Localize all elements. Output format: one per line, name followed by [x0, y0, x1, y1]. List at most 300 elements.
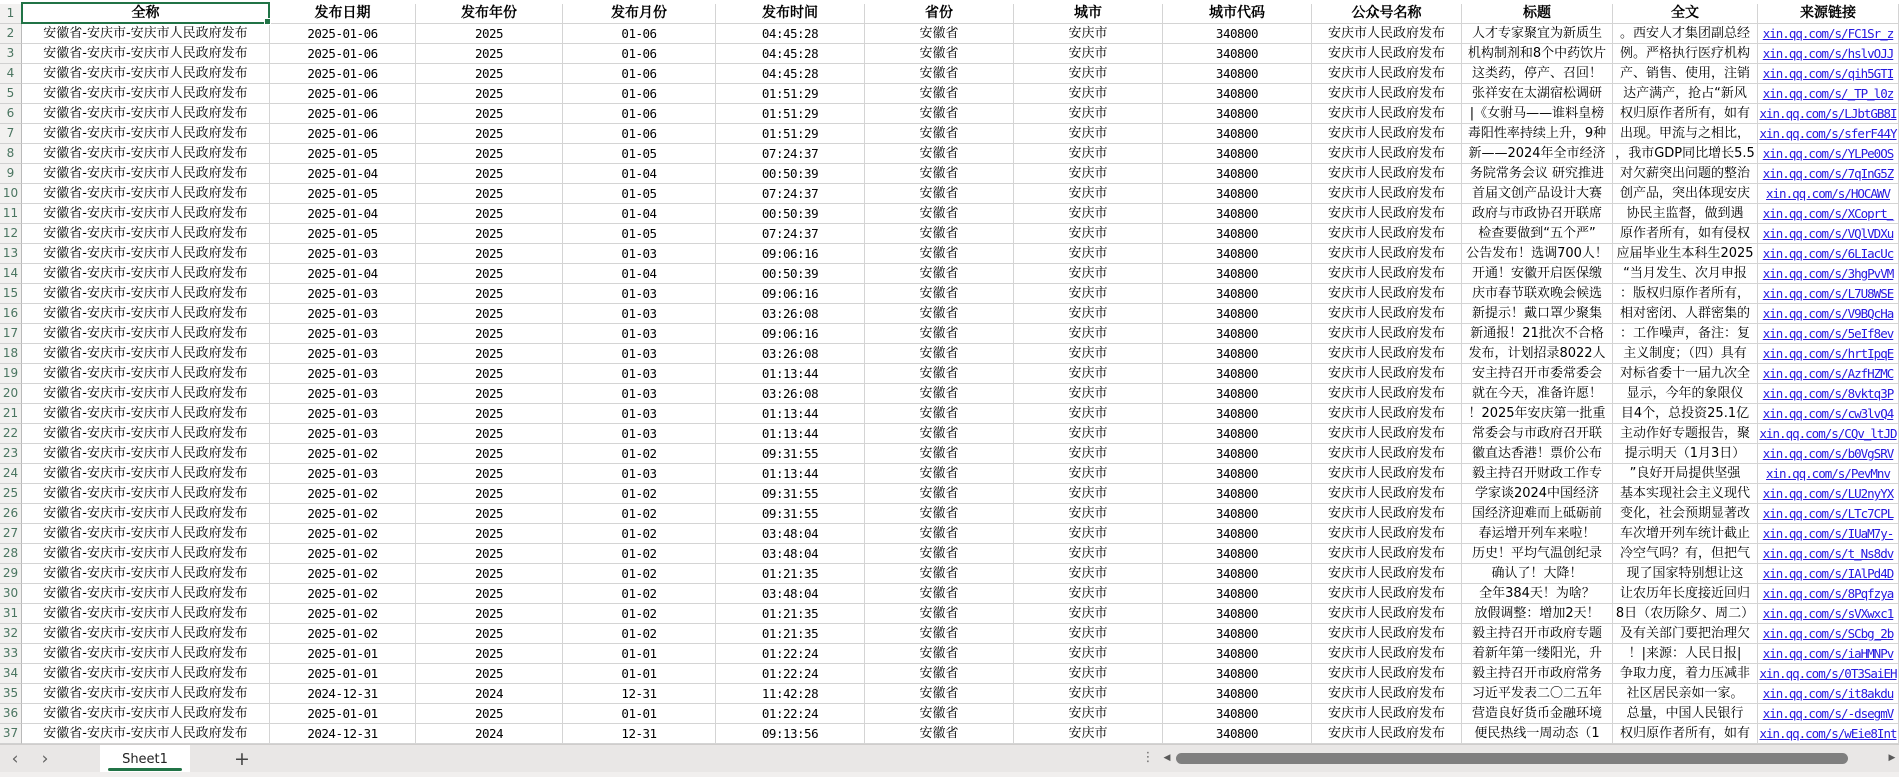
- row-number[interactable]: 25: [0, 484, 22, 504]
- grid-cell[interactable]: 安庆市: [1014, 104, 1163, 124]
- grid-cell[interactable]: 安徽省: [865, 524, 1014, 544]
- grid-cell[interactable]: 01-02: [563, 524, 716, 544]
- grid-cell[interactable]: 01-02: [563, 604, 716, 624]
- grid-cell[interactable]: 安庆市人民政府发布: [1312, 84, 1462, 104]
- grid-cell[interactable]: 2025-01-05: [270, 144, 416, 164]
- grid-cell[interactable]: 340800: [1163, 544, 1312, 564]
- grid-cell[interactable]: 放假调整：增加2天！: [1462, 604, 1613, 624]
- grid-cell[interactable]: 340800: [1163, 184, 1312, 204]
- grid-cell[interactable]: 产、销售、使用，注销: [1613, 64, 1758, 84]
- grid-cell[interactable]: 2025: [416, 484, 563, 504]
- grid-cell[interactable]: 安庆市人民政府发布: [1312, 104, 1462, 124]
- grid-cell[interactable]: 协民主监督，做到遇: [1613, 204, 1758, 224]
- source-link-cell[interactable]: xin.qq.com/s/hrtIpqE: [1758, 344, 1899, 364]
- grid-cell[interactable]: 01:13:44: [716, 464, 865, 484]
- grid-cell[interactable]: 2025: [416, 204, 563, 224]
- row-number[interactable]: 3: [0, 44, 22, 64]
- row-number[interactable]: 34: [0, 664, 22, 684]
- scroll-right-icon[interactable]: ▶: [1888, 753, 1896, 763]
- grid-cell[interactable]: 340800: [1163, 144, 1312, 164]
- grid-cell[interactable]: 毅主持召开市政府专题: [1462, 624, 1613, 644]
- grid-cell[interactable]: 01:21:35: [716, 624, 865, 644]
- grid-cell[interactable]: 2025: [416, 404, 563, 424]
- grid-cell[interactable]: 目4个，总投资25.1亿: [1613, 404, 1758, 424]
- grid-cell[interactable]: 安庆市: [1014, 504, 1163, 524]
- grid-cell[interactable]: 主动作好专题报告，聚: [1613, 424, 1758, 444]
- grid-cell[interactable]: 安徽省-安庆市-安庆市人民政府发布: [22, 164, 270, 184]
- grid-cell[interactable]: 00:50:39: [716, 164, 865, 184]
- grid-cell[interactable]: ，我市GDP同比增长5.5: [1613, 144, 1758, 164]
- source-link-cell[interactable]: xin.qq.com/s/AzfHZMC: [1758, 364, 1899, 384]
- grid-cell[interactable]: 便民热线一周动态（1: [1462, 724, 1613, 744]
- grid-cell[interactable]: 安徽省-安庆市-安庆市人民政府发布: [22, 724, 270, 744]
- grid-cell[interactable]: 00:50:39: [716, 264, 865, 284]
- grid-cell[interactable]: 安徽省-安庆市-安庆市人民政府发布: [22, 324, 270, 344]
- grid-cell[interactable]: 安徽省: [865, 364, 1014, 384]
- header-cell[interactable]: 发布年份: [416, 4, 563, 24]
- grid-cell[interactable]: 2025-01-06: [270, 84, 416, 104]
- source-link-cell[interactable]: xin.qq.com/s/5eIf8ev: [1758, 324, 1899, 344]
- grid-cell[interactable]: 340800: [1163, 324, 1312, 344]
- grid-cell[interactable]: 2025: [416, 364, 563, 384]
- grid-cell[interactable]: 。西安人才集团副总经: [1613, 24, 1758, 44]
- grid-cell[interactable]: 安徽省: [865, 584, 1014, 604]
- grid-cell[interactable]: 01-03: [563, 404, 716, 424]
- grid-cell[interactable]: 安徽省-安庆市-安庆市人民政府发布: [22, 504, 270, 524]
- grid-cell[interactable]: 2025-01-02: [270, 584, 416, 604]
- grid-cell[interactable]: 安庆市人民政府发布: [1312, 24, 1462, 44]
- grid-cell[interactable]: 安徽省-安庆市-安庆市人民政府发布: [22, 284, 270, 304]
- grid-cell[interactable]: 权归原作者所有，如有: [1613, 104, 1758, 124]
- grid-cell[interactable]: 安徽省: [865, 704, 1014, 724]
- grid-cell[interactable]: ！2025年安庆第一批重: [1462, 404, 1613, 424]
- grid-cell[interactable]: 01-06: [563, 124, 716, 144]
- grid-cell[interactable]: 营造良好货币金融环境: [1462, 704, 1613, 724]
- source-link-cell[interactable]: xin.qq.com/s/wEie8Int: [1758, 724, 1899, 744]
- grid-cell[interactable]: 安徽省: [865, 724, 1014, 744]
- grid-cell[interactable]: 新通报！21批次不合格: [1462, 324, 1613, 344]
- grid-cell[interactable]: 安庆市人民政府发布: [1312, 324, 1462, 344]
- grid-cell[interactable]: 安庆市人民政府发布: [1312, 544, 1462, 564]
- grid-cell[interactable]: 340800: [1163, 564, 1312, 584]
- grid-cell[interactable]: 2025: [416, 184, 563, 204]
- grid-cell[interactable]: 2025: [416, 664, 563, 684]
- source-link-cell[interactable]: xin.qq.com/s/qih5GTI: [1758, 64, 1899, 84]
- header-cell[interactable]: 全称: [22, 4, 270, 24]
- grid-cell[interactable]: 01-05: [563, 184, 716, 204]
- grid-cell[interactable]: 09:31:55: [716, 484, 865, 504]
- grid-cell[interactable]: 340800: [1163, 164, 1312, 184]
- grid-cell[interactable]: 340800: [1163, 124, 1312, 144]
- grid-cell[interactable]: 2025-01-02: [270, 524, 416, 544]
- header-cell[interactable]: 公众号名称: [1312, 4, 1462, 24]
- grid-cell[interactable]: 安徽省-安庆市-安庆市人民政府发布: [22, 524, 270, 544]
- grid-cell[interactable]: 01-04: [563, 264, 716, 284]
- grid-cell[interactable]: 2025-01-02: [270, 604, 416, 624]
- grid-cell[interactable]: 01:13:44: [716, 404, 865, 424]
- grid-cell[interactable]: 安庆市人民政府发布: [1312, 384, 1462, 404]
- grid-cell[interactable]: 原作者所有，如有侵权: [1613, 224, 1758, 244]
- grid-cell[interactable]: 政府与市政协召开联席: [1462, 204, 1613, 224]
- grid-cell[interactable]: 车次增开列车统计截止: [1613, 524, 1758, 544]
- grid-cell[interactable]: 安庆市: [1014, 304, 1163, 324]
- grid-cell[interactable]: 01-02: [563, 584, 716, 604]
- grid-cell[interactable]: 2024: [416, 684, 563, 704]
- grid-cell[interactable]: 习近平发表二〇二五年: [1462, 684, 1613, 704]
- grid-cell[interactable]: “当月发生、次月申报: [1613, 264, 1758, 284]
- header-cell[interactable]: 发布日期: [270, 4, 416, 24]
- grid-cell[interactable]: 安徽省: [865, 444, 1014, 464]
- source-link-cell[interactable]: xin.qq.com/s/CQv_ltJD: [1758, 424, 1899, 444]
- grid-cell[interactable]: 安徽省-安庆市-安庆市人民政府发布: [22, 264, 270, 284]
- grid-cell[interactable]: 2025-01-03: [270, 304, 416, 324]
- grid-cell[interactable]: 2025-01-06: [270, 44, 416, 64]
- grid-cell[interactable]: 安庆市人民政府发布: [1312, 624, 1462, 644]
- grid-cell[interactable]: 安庆市人民政府发布: [1312, 204, 1462, 224]
- grid-cell[interactable]: ：版权归原作者所有，: [1613, 284, 1758, 304]
- grid-cell[interactable]: 安庆市人民政府发布: [1312, 224, 1462, 244]
- grid-cell[interactable]: 毅主持召开市政府常务: [1462, 664, 1613, 684]
- grid-cell[interactable]: 安庆市: [1014, 84, 1163, 104]
- grid-cell[interactable]: 2025-01-01: [270, 704, 416, 724]
- row-number[interactable]: 8: [0, 144, 22, 164]
- add-sheet-button[interactable]: +: [234, 748, 250, 770]
- grid-cell[interactable]: 01-01: [563, 704, 716, 724]
- grid-cell[interactable]: 2025: [416, 284, 563, 304]
- grid-cell[interactable]: 340800: [1163, 484, 1312, 504]
- grid-cell[interactable]: 2025-01-03: [270, 344, 416, 364]
- grid-cell[interactable]: 应届毕业生本科生2025: [1613, 244, 1758, 264]
- grid-cell[interactable]: 2025: [416, 504, 563, 524]
- grid-cell[interactable]: 安徽省: [865, 224, 1014, 244]
- source-link-cell[interactable]: xin.qq.com/s/8vktq3P: [1758, 384, 1899, 404]
- grid-cell[interactable]: 例。严格执行医疗机构: [1613, 44, 1758, 64]
- grid-cell[interactable]: 2025-01-01: [270, 644, 416, 664]
- grid-cell[interactable]: 01-05: [563, 144, 716, 164]
- source-link-cell[interactable]: xin.qq.com/s/hslvOJJ: [1758, 44, 1899, 64]
- grid-cell[interactable]: 2025-01-02: [270, 624, 416, 644]
- row-number[interactable]: 9: [0, 164, 22, 184]
- grid-cell[interactable]: 安庆市: [1014, 264, 1163, 284]
- source-link-cell[interactable]: xin.qq.com/s/FC1Sr_z: [1758, 24, 1899, 44]
- row-number[interactable]: 15: [0, 284, 22, 304]
- row-number[interactable]: 19: [0, 364, 22, 384]
- grid-cell[interactable]: 01-03: [563, 344, 716, 364]
- grid-cell[interactable]: 09:31:55: [716, 504, 865, 524]
- grid-cell[interactable]: 安徽省: [865, 624, 1014, 644]
- grid-cell[interactable]: 340800: [1163, 444, 1312, 464]
- grid-cell[interactable]: ”良好开局提供坚强: [1613, 464, 1758, 484]
- grid-cell[interactable]: 让农历年长度接近回归: [1613, 584, 1758, 604]
- source-link-cell[interactable]: xin.qq.com/s/3hgPvVM: [1758, 264, 1899, 284]
- grid-cell[interactable]: 安徽省: [865, 64, 1014, 84]
- grid-cell[interactable]: 机构制剂和8个中药饮片: [1462, 44, 1613, 64]
- grid-cell[interactable]: 2025: [416, 104, 563, 124]
- grid-cell[interactable]: 09:31:55: [716, 444, 865, 464]
- grid-cell[interactable]: 01-02: [563, 564, 716, 584]
- grid-cell[interactable]: 安徽省-安庆市-安庆市人民政府发布: [22, 364, 270, 384]
- source-link-cell[interactable]: xin.qq.com/s/iaHMNPv: [1758, 644, 1899, 664]
- grid-cell[interactable]: 达产满产，抢占“新风: [1613, 84, 1758, 104]
- row-number[interactable]: 18: [0, 344, 22, 364]
- grid-cell[interactable]: 安徽省-安庆市-安庆市人民政府发布: [22, 544, 270, 564]
- grid-cell[interactable]: 2025: [416, 624, 563, 644]
- grid-cell[interactable]: 340800: [1163, 84, 1312, 104]
- grid-cell[interactable]: 03:26:08: [716, 384, 865, 404]
- row-number[interactable]: 31: [0, 604, 22, 624]
- row-number[interactable]: 6: [0, 104, 22, 124]
- grid-cell[interactable]: 340800: [1163, 204, 1312, 224]
- grid-cell[interactable]: 安庆市人民政府发布: [1312, 644, 1462, 664]
- source-link-cell[interactable]: xin.qq.com/s/_TP_l0z: [1758, 84, 1899, 104]
- grid-cell[interactable]: 安庆市人民政府发布: [1312, 364, 1462, 384]
- grid-cell[interactable]: 安徽省: [865, 684, 1014, 704]
- grid-cell[interactable]: 2025-01-06: [270, 104, 416, 124]
- grid-cell[interactable]: 03:48:04: [716, 584, 865, 604]
- source-link-cell[interactable]: xin.qq.com/s/sferF44Y: [1758, 124, 1899, 144]
- row-number[interactable]: 20: [0, 384, 22, 404]
- grid-cell[interactable]: 2025-01-06: [270, 24, 416, 44]
- source-link-cell[interactable]: xin.qq.com/s/L7U8WSE: [1758, 284, 1899, 304]
- grid-cell[interactable]: 2025-01-02: [270, 564, 416, 584]
- grid-cell[interactable]: 03:26:08: [716, 344, 865, 364]
- row-number[interactable]: 30: [0, 584, 22, 604]
- grid-cell[interactable]: 着新年第一缕阳光，升: [1462, 644, 1613, 664]
- grid-cell[interactable]: 安庆市: [1014, 404, 1163, 424]
- row-number[interactable]: 23: [0, 444, 22, 464]
- grid-cell[interactable]: 340800: [1163, 364, 1312, 384]
- grid-cell[interactable]: 340800: [1163, 464, 1312, 484]
- row-number[interactable]: 2: [0, 24, 22, 44]
- grid-cell[interactable]: 安徽省-安庆市-安庆市人民政府发布: [22, 624, 270, 644]
- grid-cell[interactable]: 340800: [1163, 344, 1312, 364]
- grid-cell[interactable]: 2025-01-04: [270, 164, 416, 184]
- source-link-cell[interactable]: xin.qq.com/s/VQlVDXu: [1758, 224, 1899, 244]
- grid-cell[interactable]: 安庆市: [1014, 464, 1163, 484]
- grid-cell[interactable]: 340800: [1163, 584, 1312, 604]
- grid-cell[interactable]: 安徽省: [865, 344, 1014, 364]
- grid-cell[interactable]: 安庆市: [1014, 564, 1163, 584]
- grid-cell[interactable]: 01:13:44: [716, 364, 865, 384]
- grid-cell[interactable]: 安徽省-安庆市-安庆市人民政府发布: [22, 144, 270, 164]
- header-cell[interactable]: 发布时间: [716, 4, 865, 24]
- source-link-cell[interactable]: xin.qq.com/s/6LIacUc: [1758, 244, 1899, 264]
- grid-cell[interactable]: 安庆市: [1014, 524, 1163, 544]
- grid-cell[interactable]: 安徽省: [865, 504, 1014, 524]
- grid-cell[interactable]: 安庆市: [1014, 484, 1163, 504]
- grid-cell[interactable]: 340800: [1163, 384, 1312, 404]
- grid-cell[interactable]: 2024: [416, 724, 563, 744]
- grid-cell[interactable]: 安庆市: [1014, 164, 1163, 184]
- scrollbar-track[interactable]: [1174, 753, 1885, 764]
- grid-cell[interactable]: 安徽省-安庆市-安庆市人民政府发布: [22, 684, 270, 704]
- grid-cell[interactable]: 安庆市人民政府发布: [1312, 304, 1462, 324]
- header-cell[interactable]: 城市代码: [1163, 4, 1312, 24]
- grid-cell[interactable]: 安徽省-安庆市-安庆市人民政府发布: [22, 344, 270, 364]
- grid-cell[interactable]: 安徽省-安庆市-安庆市人民政府发布: [22, 24, 270, 44]
- grid-cell[interactable]: 2025-01-03: [270, 424, 416, 444]
- grid-cell[interactable]: 安庆市人民政府发布: [1312, 444, 1462, 464]
- grid-cell[interactable]: 2025: [416, 544, 563, 564]
- grid-cell[interactable]: 安庆市: [1014, 124, 1163, 144]
- grid-cell[interactable]: 安徽省: [865, 204, 1014, 224]
- grid-cell[interactable]: 01-02: [563, 504, 716, 524]
- grid-cell[interactable]: 安徽省: [865, 24, 1014, 44]
- grid-cell[interactable]: 安庆市: [1014, 704, 1163, 724]
- row-number[interactable]: 10: [0, 184, 22, 204]
- grid-cell[interactable]: 人才专家聚宜为新质生: [1462, 24, 1613, 44]
- grid-cell[interactable]: 安徽省-安庆市-安庆市人民政府发布: [22, 664, 270, 684]
- scrollbar-more-icon[interactable]: ⋮: [1141, 750, 1155, 765]
- grid-cell[interactable]: 安徽省-安庆市-安庆市人民政府发布: [22, 104, 270, 124]
- grid-cell[interactable]: 这类药，停产、召回！: [1462, 64, 1613, 84]
- grid-cell[interactable]: 安庆市: [1014, 224, 1163, 244]
- grid-cell[interactable]: 安徽省: [865, 284, 1014, 304]
- grid-cell[interactable]: 01:22:24: [716, 704, 865, 724]
- grid-cell[interactable]: 安徽省-安庆市-安庆市人民政府发布: [22, 184, 270, 204]
- grid-cell[interactable]: 04:45:28: [716, 44, 865, 64]
- source-link-cell[interactable]: xin.qq.com/s/LU2nyYX: [1758, 484, 1899, 504]
- grid-cell[interactable]: 安庆市: [1014, 324, 1163, 344]
- grid-cell[interactable]: 徽直达香港！票价公布: [1462, 444, 1613, 464]
- grid-cell[interactable]: 01-02: [563, 624, 716, 644]
- grid-cell[interactable]: 01:22:24: [716, 664, 865, 684]
- grid-cell[interactable]: 09:06:16: [716, 284, 865, 304]
- grid-cell[interactable]: 2025: [416, 84, 563, 104]
- grid-cell[interactable]: 对欠薪突出问题的整治: [1613, 164, 1758, 184]
- grid-cell[interactable]: 安庆市: [1014, 684, 1163, 704]
- grid-cell[interactable]: 安庆市人民政府发布: [1312, 284, 1462, 304]
- grid-cell[interactable]: ！|来源：人民日报|: [1613, 644, 1758, 664]
- grid-cell[interactable]: 相对密闭、人群密集的: [1613, 304, 1758, 324]
- grid-cell[interactable]: 04:45:28: [716, 64, 865, 84]
- grid-cell[interactable]: 安徽省-安庆市-安庆市人民政府发布: [22, 84, 270, 104]
- grid-cell[interactable]: 安徽省: [865, 424, 1014, 444]
- grid-cell[interactable]: 安庆市: [1014, 444, 1163, 464]
- grid-cell[interactable]: 就在今天，准备许愿！: [1462, 384, 1613, 404]
- grid-cell[interactable]: 冷空气吗？有，但把气: [1613, 544, 1758, 564]
- grid-cell[interactable]: 安庆市人民政府发布: [1312, 704, 1462, 724]
- grid-cell[interactable]: 开通！安徽开启医保缴: [1462, 264, 1613, 284]
- grid-cell[interactable]: 07:24:37: [716, 184, 865, 204]
- row-number[interactable]: 12: [0, 224, 22, 244]
- grid-cell[interactable]: 2025: [416, 344, 563, 364]
- grid-cell[interactable]: 变化，社会预期显著改: [1613, 504, 1758, 524]
- grid-cell[interactable]: 2025: [416, 584, 563, 604]
- grid-cell[interactable]: 2025: [416, 564, 563, 584]
- grid-cell[interactable]: 01-03: [563, 424, 716, 444]
- source-link-cell[interactable]: xin.qq.com/s/LJbtGB8I: [1758, 104, 1899, 124]
- grid-cell[interactable]: 安徽省: [865, 564, 1014, 584]
- grid-cell[interactable]: 安庆市人民政府发布: [1312, 244, 1462, 264]
- grid-cell[interactable]: 340800: [1163, 64, 1312, 84]
- grid-cell[interactable]: 2024-12-31: [270, 684, 416, 704]
- grid-cell[interactable]: 01-06: [563, 44, 716, 64]
- grid-cell[interactable]: 安庆市: [1014, 24, 1163, 44]
- grid-cell[interactable]: 安庆市人民政府发布: [1312, 504, 1462, 524]
- grid-cell[interactable]: 01:21:35: [716, 564, 865, 584]
- grid-cell[interactable]: 检查要做到“五个严”: [1462, 224, 1613, 244]
- grid-cell[interactable]: 新——2024年全市经济: [1462, 144, 1613, 164]
- grid-cell[interactable]: 340800: [1163, 724, 1312, 744]
- grid-cell[interactable]: 安徽省: [865, 44, 1014, 64]
- grid-cell[interactable]: 安徽省-安庆市-安庆市人民政府发布: [22, 464, 270, 484]
- source-link-cell[interactable]: xin.qq.com/s/b0VgSRV: [1758, 444, 1899, 464]
- row-number[interactable]: 5: [0, 84, 22, 104]
- grid-cell[interactable]: 01:22:24: [716, 644, 865, 664]
- grid-cell[interactable]: 安徽省-安庆市-安庆市人民政府发布: [22, 604, 270, 624]
- row-number[interactable]: 14: [0, 264, 22, 284]
- row-number[interactable]: 26: [0, 504, 22, 524]
- prev-sheet-icon[interactable]: ‹: [11, 749, 19, 769]
- source-link-cell[interactable]: xin.qq.com/s/-dsegmV: [1758, 704, 1899, 724]
- grid-cell[interactable]: 2025: [416, 324, 563, 344]
- row-number[interactable]: 29: [0, 564, 22, 584]
- grid-cell[interactable]: 2025: [416, 24, 563, 44]
- grid-cell[interactable]: 安徽省-安庆市-安庆市人民政府发布: [22, 244, 270, 264]
- grid-cell[interactable]: 2025: [416, 704, 563, 724]
- grid-cell[interactable]: 提示明天（1月3日）: [1613, 444, 1758, 464]
- grid-cell[interactable]: 12-31: [563, 684, 716, 704]
- grid-cell[interactable]: 01-05: [563, 224, 716, 244]
- grid-cell[interactable]: 8日（农历除夕、周二）: [1613, 604, 1758, 624]
- grid-cell[interactable]: 安徽省: [865, 384, 1014, 404]
- source-link-cell[interactable]: xin.qq.com/s/V9BQcHa: [1758, 304, 1899, 324]
- grid-cell[interactable]: 2025-01-03: [270, 384, 416, 404]
- grid-cell[interactable]: 安徽省-安庆市-安庆市人民政府发布: [22, 124, 270, 144]
- grid-cell[interactable]: 09:06:16: [716, 244, 865, 264]
- grid-cell[interactable]: 安庆市人民政府发布: [1312, 684, 1462, 704]
- source-link-cell[interactable]: xin.qq.com/s/PevMnv: [1758, 464, 1899, 484]
- source-link-cell[interactable]: xin.qq.com/s/LTc7CPL: [1758, 504, 1899, 524]
- grid-cell[interactable]: 安徽省: [865, 124, 1014, 144]
- grid-cell[interactable]: 01-06: [563, 64, 716, 84]
- grid-cell[interactable]: 务院常务会议 研究推进: [1462, 164, 1613, 184]
- grid-cell[interactable]: 340800: [1163, 524, 1312, 544]
- grid-cell[interactable]: 340800: [1163, 104, 1312, 124]
- grid-cell[interactable]: 安庆市人民政府发布: [1312, 464, 1462, 484]
- source-link-cell[interactable]: xin.qq.com/s/SCbg_2b: [1758, 624, 1899, 644]
- grid-cell[interactable]: 340800: [1163, 504, 1312, 524]
- grid-cell[interactable]: 01-04: [563, 204, 716, 224]
- grid-cell[interactable]: 安庆市: [1014, 604, 1163, 624]
- grid-cell[interactable]: 340800: [1163, 304, 1312, 324]
- source-link-cell[interactable]: xin.qq.com/s/0T3SaiEH: [1758, 664, 1899, 684]
- grid-cell[interactable]: 04:45:28: [716, 24, 865, 44]
- grid-cell[interactable]: 春运增开列车来啦！: [1462, 524, 1613, 544]
- source-link-cell[interactable]: xin.qq.com/s/cw3lvQ4: [1758, 404, 1899, 424]
- row-number[interactable]: 28: [0, 544, 22, 564]
- grid-cell[interactable]: 安徽省: [865, 544, 1014, 564]
- grid-cell[interactable]: 安庆市人民政府发布: [1312, 564, 1462, 584]
- grid-cell[interactable]: 340800: [1163, 664, 1312, 684]
- grid-cell[interactable]: 历史！平均气温创纪录: [1462, 544, 1613, 564]
- grid-cell[interactable]: 安徽省: [865, 664, 1014, 684]
- grid-cell[interactable]: 09:13:56: [716, 724, 865, 744]
- grid-cell[interactable]: 安庆市人民政府发布: [1312, 604, 1462, 624]
- source-link-cell[interactable]: xin.qq.com/s/IAlPd4D: [1758, 564, 1899, 584]
- grid-cell[interactable]: 新提示！戴口罩少聚集: [1462, 304, 1613, 324]
- grid-cell[interactable]: 2025: [416, 144, 563, 164]
- grid-cell[interactable]: 2025-01-02: [270, 544, 416, 564]
- grid-cell[interactable]: 安徽省-安庆市-安庆市人民政府发布: [22, 384, 270, 404]
- grid-cell[interactable]: 安徽省-安庆市-安庆市人民政府发布: [22, 204, 270, 224]
- grid-cell[interactable]: 03:26:08: [716, 304, 865, 324]
- grid-cell[interactable]: 12-31: [563, 724, 716, 744]
- grid-cell[interactable]: 安庆市: [1014, 364, 1163, 384]
- grid-cell[interactable]: 340800: [1163, 224, 1312, 244]
- row-number[interactable]: 17: [0, 324, 22, 344]
